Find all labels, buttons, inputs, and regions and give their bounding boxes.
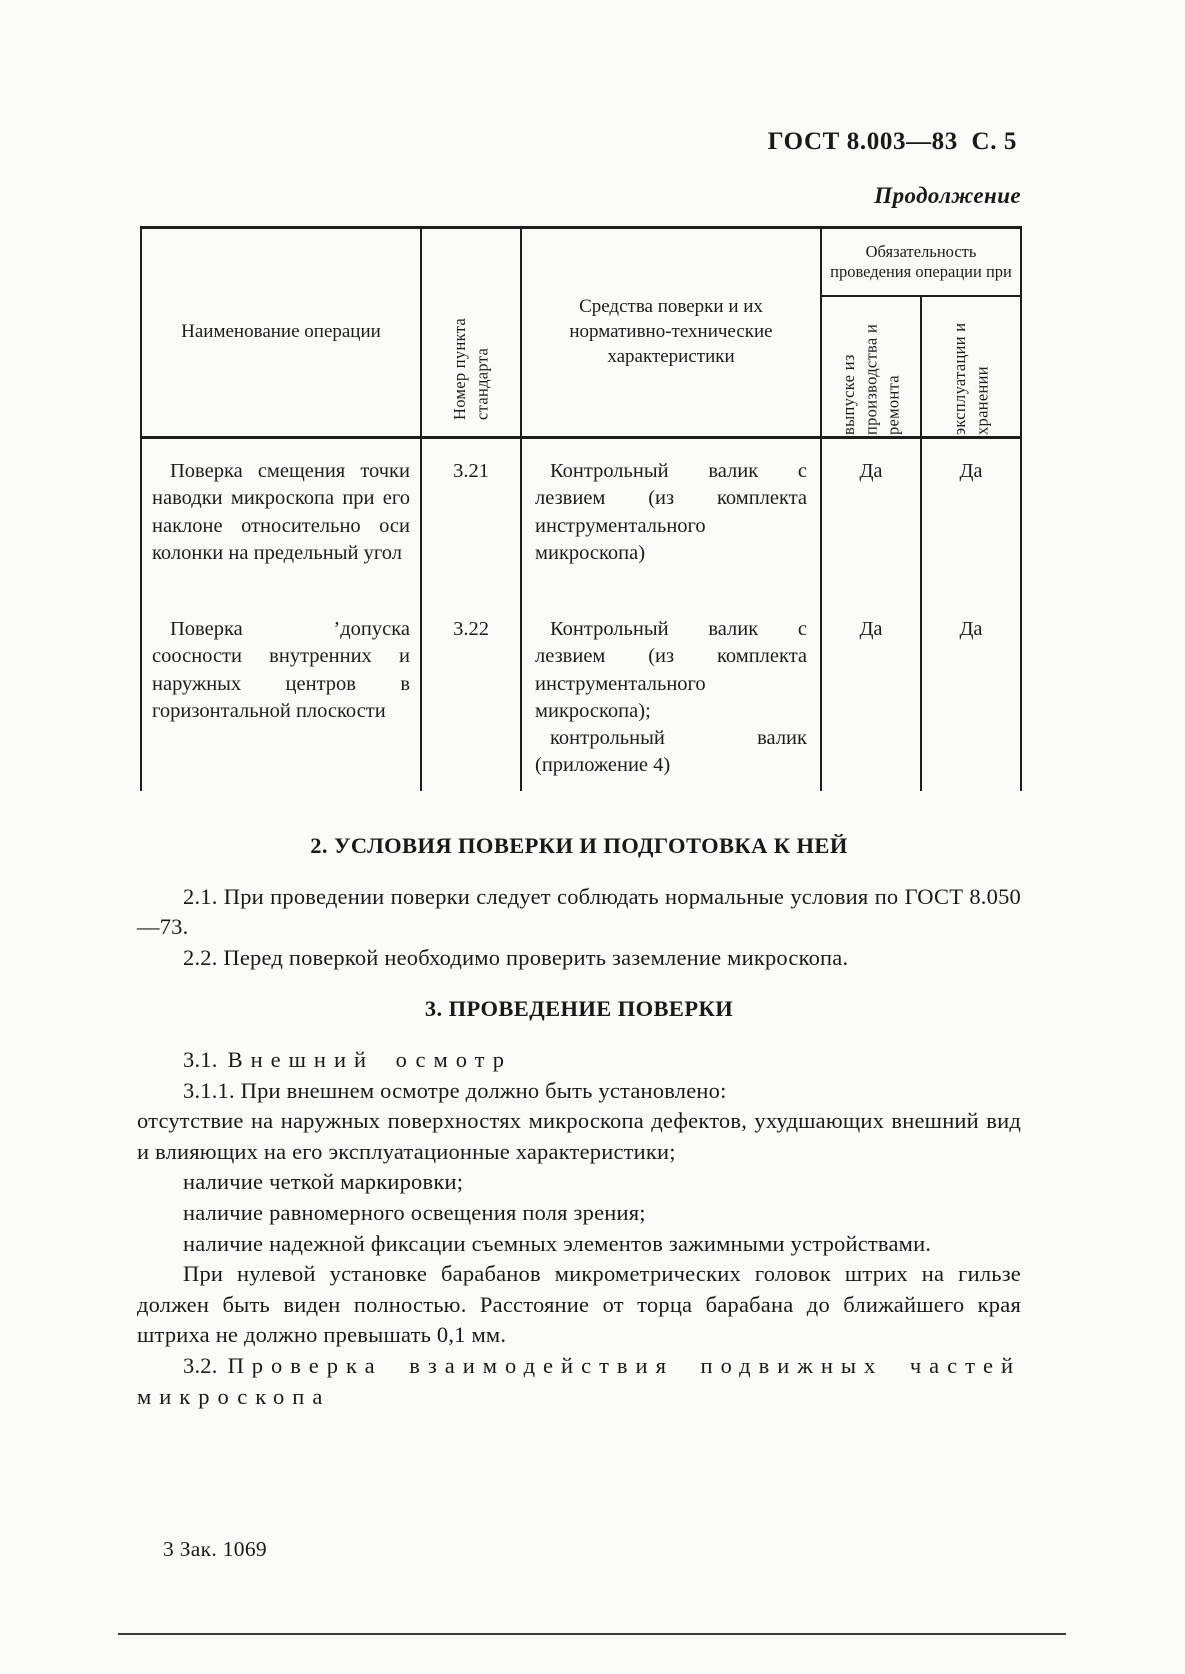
verification-operations-table [140,226,1022,791]
col-header-storage [922,297,1020,436]
col-header-mandatory [822,229,1020,436]
paragraph-3-1 [137,1045,1021,1076]
list-item-illumination: наличие равномерного освещения поля зрения; [183,1199,646,1225]
col-header-storage-label: эксплуатации и хранении [949,322,991,435]
paragraph-3-1-1: 3.1.1. При внешнем осмотре должно быть установлено: [183,1077,727,1103]
clause-number: 3.2. [183,1352,218,1378]
col-header-clause [422,229,522,436]
cell-means-paragraph: Контрольный валик с лезвием (из комплекта инструментального микроскопа); [535,618,807,722]
list-item-marking: наличие четкой маркировки; [183,1169,464,1195]
cell-means-paragraph: контрольный валик (приложение 4) [535,727,807,777]
col-header-mandatory-subrow [822,297,1020,436]
cell-release: Да [822,597,922,791]
col-header-clause-label: Номер пункта стандарта [449,317,491,420]
cell-storage: Да [959,618,983,640]
list-item-defects: отсутствие на наружных поверхностях микроскопа дефектов, ухудшающих внешний вид и влияющих на его эксплуатационные характеристики; [137,1108,1021,1164]
cell-operation: Поверка смещения точки наводки микроскопа при его наклоне относительно оси колонки на предельный угол [142,439,422,597]
section-3-heading: 3. ПРОВЕДЕНИЕ ПОВЕРКИ [424,996,734,1022]
section-2-heading: 2. УСЛОВИЯ ПОВЕРКИ И ПОДГОТОВКА К НЕЙ [310,833,848,858]
cell-means-paragraph: Контрольный валик с лезвием (из комплекта инструментального микроскопа) [535,460,807,564]
col-header-release [822,297,922,436]
col-header-means: Средства поверки и их нормативно-технические характеристики [522,229,822,436]
table-row [142,597,1020,791]
page-bottom-rule [118,1633,1066,1635]
paragraph-3-2 [137,1351,1021,1412]
cell-clause: 3.21 [422,439,522,597]
table-header-row [142,229,1020,439]
list-item-fixation: наличие надежной фиксации съемных элементов зажимными устройствами. [183,1230,932,1256]
page-header-doc-ref: ГОСТ 8.003—83 С. 5 [767,128,1017,155]
table-continuation-label: Продолжение [874,183,1021,208]
cell-storage: Да [959,460,983,482]
document-body [137,831,1021,1412]
cell-means [522,597,822,791]
clause-title-spaced: Проверка взаимодействия подвижных частей микроскопа [137,1352,1021,1409]
printer-imprint: 3 Зак. 1069 [163,1537,267,1561]
table-row [142,439,1020,597]
clause-title-spaced: Внешний осмотр [227,1046,513,1072]
paragraph-zero-setting: При нулевой установке барабанов микрометрических головок штрих на гильзе должен быть виден полностью. Расстояние от торца барабана до ближайшего края штриха не должно превышать 0,1 мм. [137,1261,1021,1348]
cell-clause: 3.22 [422,597,522,791]
table-body [142,439,1020,791]
col-header-operation: Наименование операции [142,229,422,436]
col-header-release-label: выпуске из производства и ремонта [838,323,903,435]
paragraph-2-2: 2.2. Перед поверкой необходимо проверить заземление микроскопа. [183,944,849,970]
cell-means [522,439,822,597]
paragraph-2-1: 2.1. При проведении поверки следует соблюдать нормальные условия по ГОСТ 8.050—73. [137,883,1021,940]
clause-number: 3.1. [183,1046,218,1072]
cell-release: Да [822,439,922,597]
col-header-mandatory-label: Обязательность проведения операции при [822,229,1020,297]
cell-operation: Поверка ’допуска соосности внутренних и наружных центров в горизонтальной плоскости [142,597,422,791]
